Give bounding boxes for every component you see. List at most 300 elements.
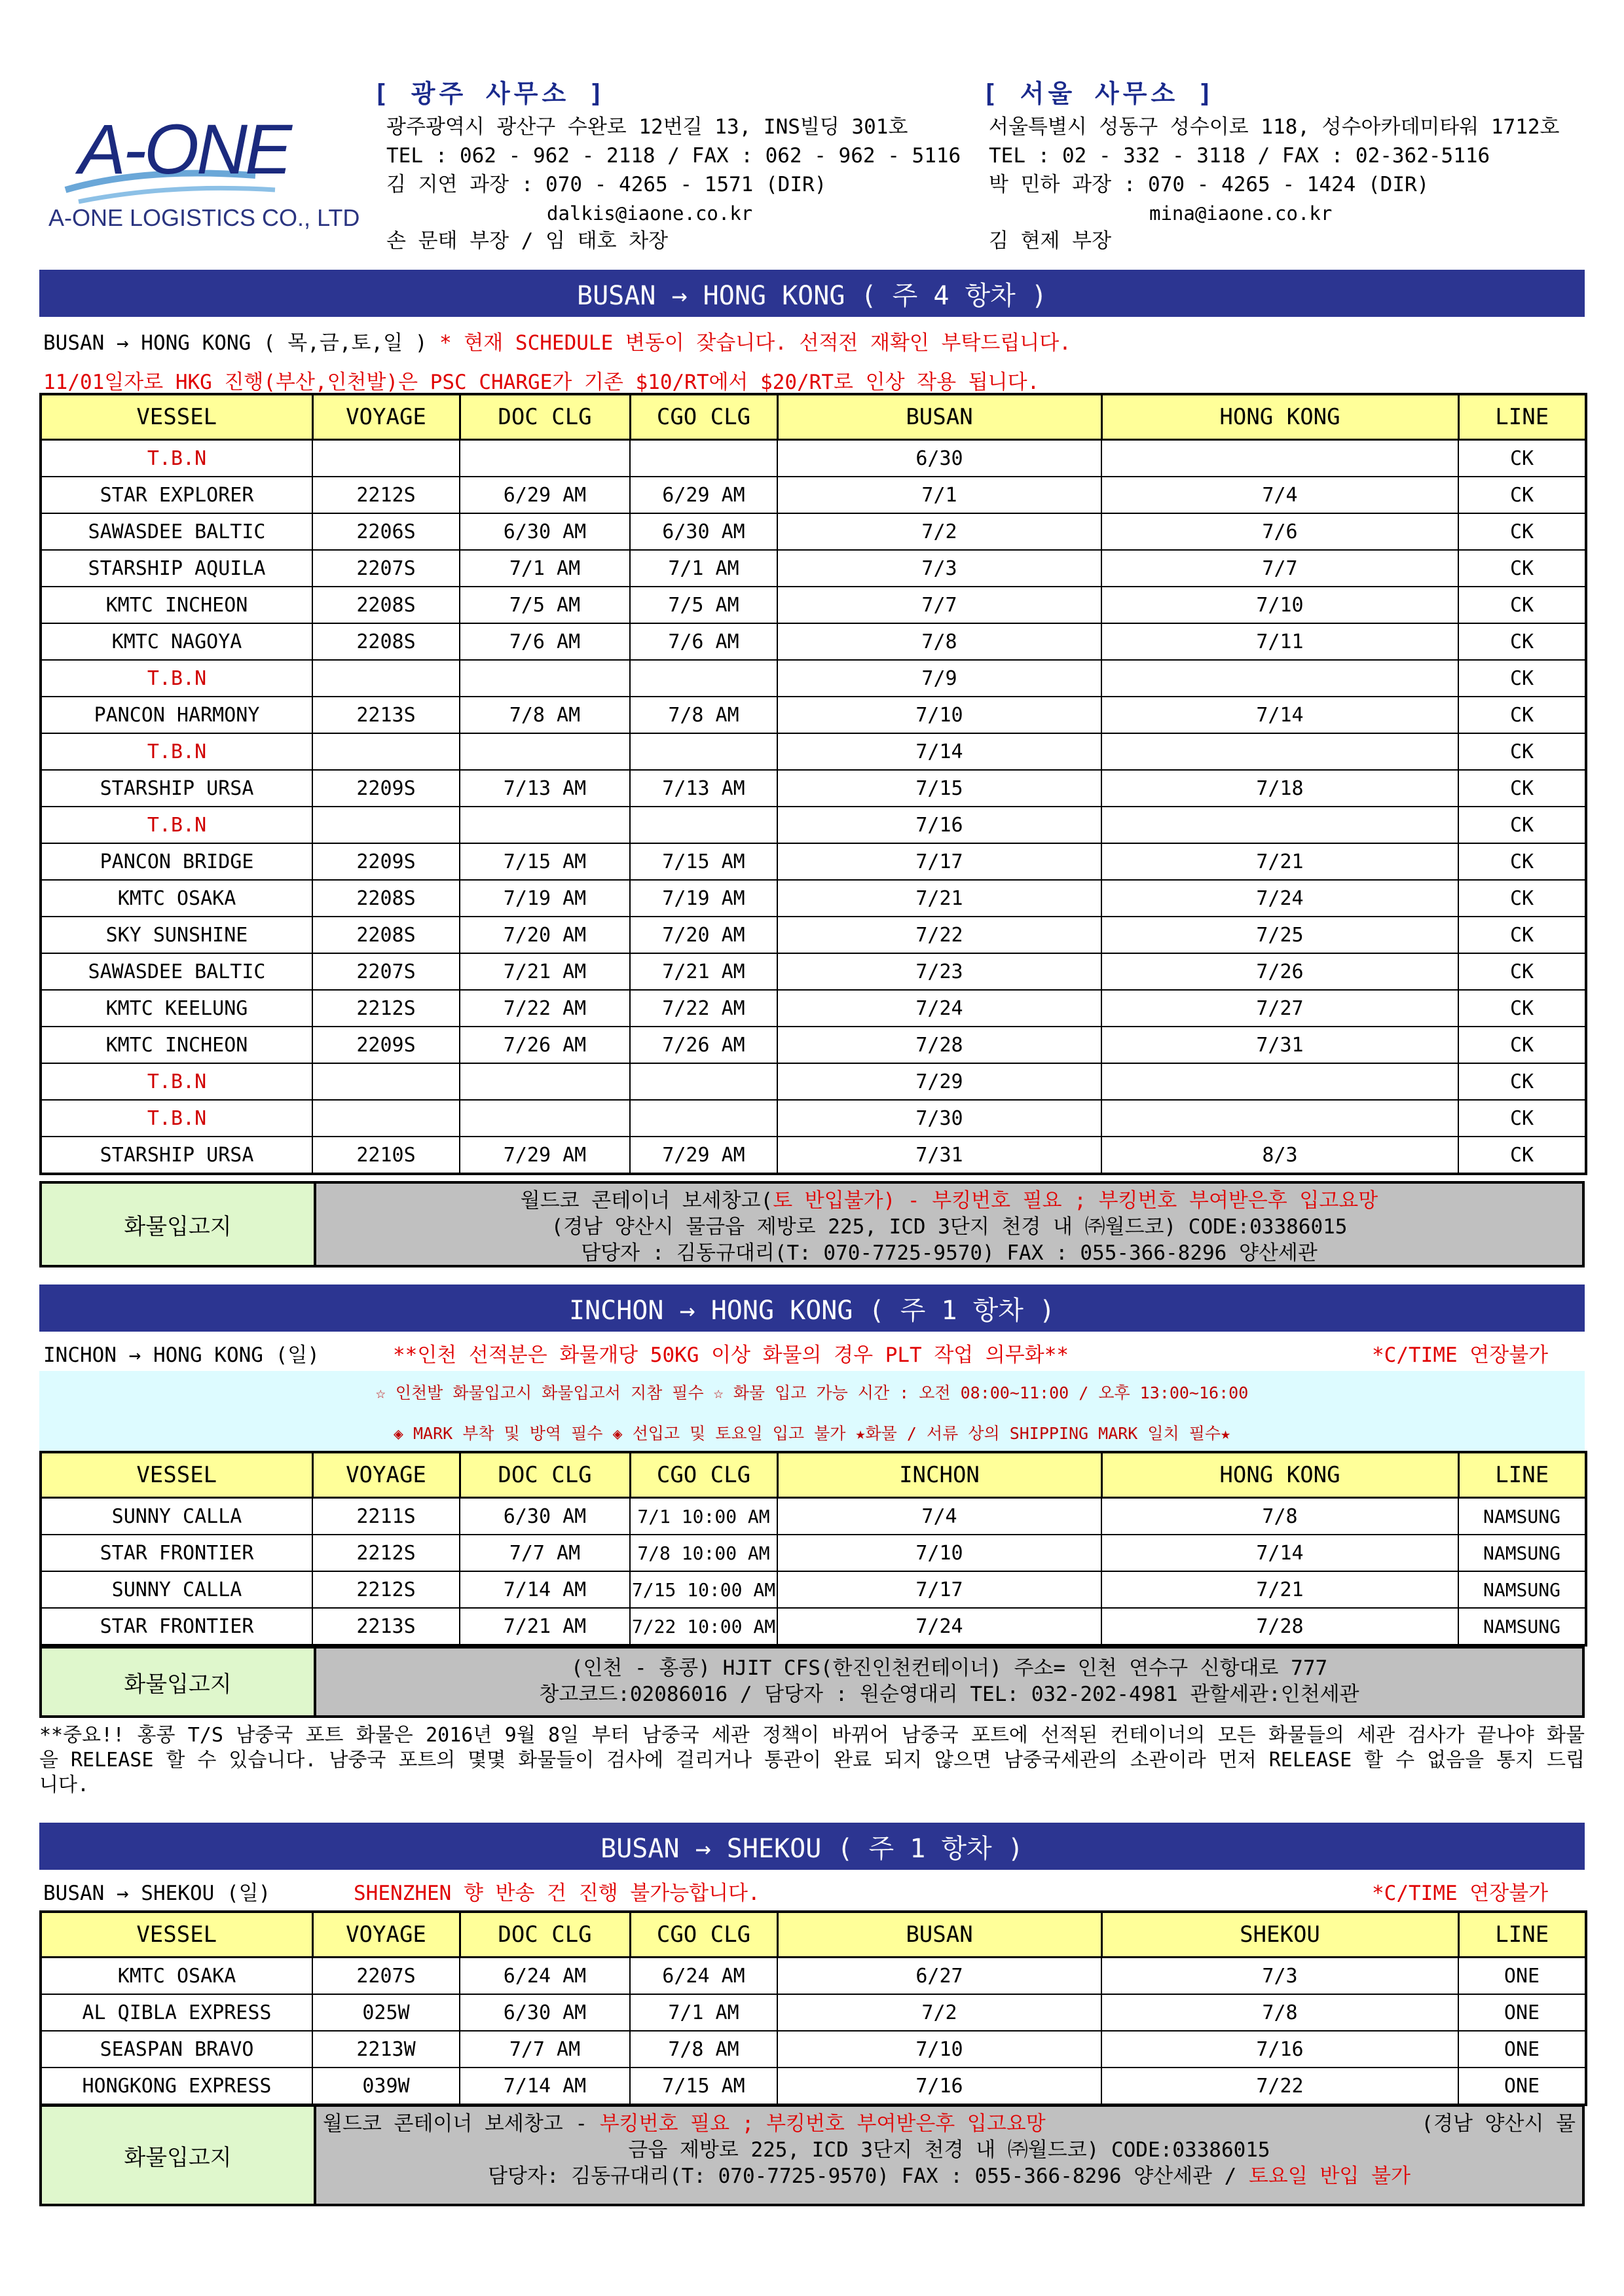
s2-ctime-note: *C/TIME 연장불가 [1372,1343,1549,1367]
table-cell: 7/31 [1101,1027,1458,1063]
seoul-tel-fax: TEL : 02 - 332 - 3118 / FAX : 02-362-5116 [989,144,1490,168]
table-cell: PANCON BRIDGE [41,843,312,880]
column-header: LINE [1458,394,1586,440]
table-row [41,1137,1586,1174]
table-cell: 7/21 AM [460,953,630,990]
table-cell [312,440,460,477]
table-cell: 2213S [312,1608,460,1645]
table-cell: KMTC INCHEON [41,1027,312,1063]
table-cell: 7/17 [777,1571,1101,1608]
table-row [41,587,1586,623]
table-cell: 7/1 AM [630,550,777,587]
table-cell: 6/30 AM [460,1498,630,1535]
s3-wh-line2: 금읍 제방로 225, ICD 3단지 천경 내 ㈜월드코) CODE:03386015 [628,2138,1270,2162]
s1-schedule-warning: * 현재 SCHEDULE 변동이 잦습니다. 선적전 재확인 부탁드립니다. [427,331,1071,355]
table-cell: 7/10 [777,697,1101,733]
table-cell: 7/1 AM [460,550,630,587]
s3-ctime-note: *C/TIME 연장불가 [1372,1882,1549,1905]
table-cell: 2212S [312,1571,460,1608]
table-cell [312,660,460,697]
s1-wh-line2: (경남 양산시 물금읍 제방로 225, ICD 3단지 천경 내 ㈜월드코) CODE:03386015 [551,1215,1348,1239]
table-cell: T.B.N [41,1100,312,1137]
column-header: LINE [1458,1912,1586,1958]
table-cell: CK [1458,513,1586,550]
table-row [41,1063,1586,1100]
table-cell: 7/15 [777,770,1101,807]
s3-wh-line1c: (경남 양산시 물 [1421,2112,1576,2136]
table-cell: 2212S [312,990,460,1027]
table-cell: CK [1458,1137,1586,1174]
table-row [41,1994,1586,2031]
column-header: DOC CLG [460,1912,630,1958]
table-cell: 7/14 AM [460,2068,630,2105]
table-cell: 6/30 [777,440,1101,477]
table-cell: 7/10 [1101,587,1458,623]
column-header: DOC CLG [460,394,630,440]
table-cell: 7/23 [777,953,1101,990]
s3-warehouse-box [39,2104,1585,2206]
table-cell: 7/28 [777,1027,1101,1063]
table-cell: SKY SUNSHINE [41,917,312,953]
section-title-busan-hongkong: BUSAN → HONG KONG ( 주 4 항차 ) [39,270,1585,317]
table-cell: T.B.N [41,1063,312,1100]
table-cell [460,1100,630,1137]
table-cell: KMTC OSAKA [41,1958,312,1995]
table-cell: 6/30 AM [630,513,777,550]
table-row [41,1535,1586,1571]
table-cell: 7/25 [1101,917,1458,953]
table-cell [312,1100,460,1137]
table-cell: 7/29 AM [460,1137,630,1174]
table-cell: SAWASDEE BALTIC [41,513,312,550]
table-cell [630,807,777,843]
table-cell: 7/4 [777,1498,1101,1535]
table-cell: 2207S [312,550,460,587]
table-cell: KMTC KEELUNG [41,990,312,1027]
table-cell: 2208S [312,587,460,623]
table-row [41,1958,1586,1995]
s2-warehouse-label: 화물입고지 [42,1649,316,1715]
table-row [41,1571,1586,1608]
s2-wh-line2: 창고코드:02086016 / 담당자 : 원순영대리 TEL: 032-202-4981 관할세관:인천세관 [539,1683,1359,1706]
table-cell: STARSHIP URSA [41,1137,312,1174]
table-cell: 7/21 AM [460,1608,630,1645]
table-row [41,990,1586,1027]
column-header: LINE [1458,1452,1586,1498]
table-cell: CK [1458,990,1586,1027]
column-header: HONG KONG [1101,394,1458,440]
svg-text:A-ONE LOGISTICS CO., LTD.: A-ONE LOGISTICS CO., LTD. [48,204,360,231]
table-row [41,623,1586,660]
table-cell: CK [1458,733,1586,770]
table-cell: 7/16 [777,2068,1101,2105]
table-cell: 7/2 [777,513,1101,550]
table-row [41,550,1586,587]
s3-route: BUSAN → SHEKOU (일) [43,1882,271,1905]
table-cell: 2212S [312,1535,460,1571]
table-cell: AL QIBLA EXPRESS [41,1994,312,2031]
table-cell: 7/8 [777,623,1101,660]
table-cell: 7/31 [777,1137,1101,1174]
table-cell: CK [1458,843,1586,880]
table-cell: 7/22 AM [460,990,630,1027]
column-header: CGO CLG [630,1452,777,1498]
s1-wh-line1b: 토 반입불가 [773,1189,883,1212]
table-cell: 7/24 [777,1608,1101,1645]
table-cell: 2213W [312,2031,460,2068]
table-cell: 6/24 AM [460,1958,630,1995]
table-cell: CK [1458,623,1586,660]
table-cell: 7/1 10:00 AM [630,1498,777,1535]
table-cell: HONGKONG EXPRESS [41,2068,312,2105]
s3-shenzhen-note: SHENZHEN 향 반송 건 진행 불가능합니다. [354,1882,760,1905]
table-cell: 7/8 [1101,1498,1458,1535]
table-cell: KMTC INCHEON [41,587,312,623]
table-cell [1101,1063,1458,1100]
table-cell: 2208S [312,880,460,917]
table-cell: 6/30 AM [460,513,630,550]
table-cell: 7/11 [1101,623,1458,660]
table-cell: STAR FRONTIER [41,1608,312,1645]
table-cell: CK [1458,550,1586,587]
s3-wh-line1b: 부킹번호 필요 ; 부킹번호 부여받은후 입고요망 [599,2112,1046,2136]
column-header: VOYAGE [312,394,460,440]
table-cell: 7/8 10:00 AM [630,1535,777,1571]
table-cell: 2210S [312,1137,460,1174]
table-cell: ONE [1458,2068,1586,2105]
table-cell: KMTC OSAKA [41,880,312,917]
table-cell: 7/22 [777,917,1101,953]
table-cell: ONE [1458,2031,1586,2068]
gwangju-staff: 손 문태 부장 / 임 태호 차장 [386,229,669,253]
table-header-row [41,394,1586,440]
column-header: SHEKOU [1101,1912,1458,1958]
table-cell: 7/15 10:00 AM [630,1571,777,1608]
s2-route: INCHON → HONG KONG (일) [43,1343,320,1367]
table-cell: 2209S [312,843,460,880]
table-cell: 7/7 AM [460,1535,630,1571]
table-cell: STARSHIP AQUILA [41,550,312,587]
table-cell: 6/29 AM [460,477,630,513]
table-cell: STARSHIP URSA [41,770,312,807]
s1-wh-line1c: ) - 부킹번호 필요 ; 부킹번호 부여받은후 입고요망 [883,1189,1378,1212]
s1-warehouse-label: 화물입고지 [42,1184,316,1265]
table-cell: 7/7 [777,587,1101,623]
table-header-row [41,1912,1586,1958]
table-cell: 7/19 AM [460,880,630,917]
table-row [41,697,1586,733]
table-cell: 7/26 [1101,953,1458,990]
table-cell: NAMSUNG [1458,1571,1586,1608]
table-cell: 7/13 AM [630,770,777,807]
table-cell: 7/1 AM [630,1994,777,2031]
table-cell [312,733,460,770]
table-cell: CK [1458,880,1586,917]
table-cell: 7/7 [1101,550,1458,587]
table-cell: 7/24 [777,990,1101,1027]
s2-warehouse-box [39,1646,1585,1718]
table-cell: PANCON HARMONY [41,697,312,733]
table-cell: T.B.N [41,807,312,843]
table-cell: CK [1458,1100,1586,1137]
table-cell: NAMSUNG [1458,1608,1586,1645]
gwangju-contact: 김 지연 과장 : 070 - 4265 - 1571 (DIR) [386,173,827,196]
s2-notice-line2: ◈ MARK 부착 및 방역 필수 ◈ 선입고 및 토요일 입고 불가 ★화물 / 서류 상의 SHIPPING MARK 일치 필수★ [393,1424,1231,1443]
table-cell: 7/26 AM [460,1027,630,1063]
table-cell: SUNNY CALLA [41,1498,312,1535]
table-cell: 6/24 AM [630,1958,777,1995]
schedule-table-busan-shekou [39,1910,1587,2106]
table-cell [1101,1100,1458,1137]
s1-route: BUSAN → HONG KONG ( 목,금,토,일 ) [43,331,428,355]
table-cell: T.B.N [41,733,312,770]
table-cell: SUNNY CALLA [41,1571,312,1608]
table-cell: 2208S [312,917,460,953]
table-cell: 8/3 [1101,1137,1458,1174]
schedule-table-inchon-hongkong [39,1451,1587,1647]
table-cell: 7/6 [1101,513,1458,550]
table-cell: 7/7 AM [460,2031,630,2068]
seoul-contact: 박 민하 과장 : 070 - 4265 - 1424 (DIR) [989,173,1430,196]
table-cell: 2207S [312,1958,460,1995]
table-row [41,2031,1586,2068]
table-row [41,440,1586,477]
table-cell: 7/22 [1101,2068,1458,2105]
table-cell: 2207S [312,953,460,990]
table-cell: 7/21 [1101,843,1458,880]
table-cell: KMTC NAGOYA [41,623,312,660]
table-cell: 2211S [312,1498,460,1535]
column-header: BUSAN [777,394,1101,440]
gwangju-tel-fax: TEL : 062 - 962 - 2118 / FAX : 062 - 962 - 5116 [386,144,961,168]
section-title-inchon-hongkong: INCHON → HONG KONG ( 주 1 항차 ) [39,1285,1585,1332]
table-header-row [41,1452,1586,1498]
table-cell: 7/30 [777,1100,1101,1137]
table-cell: 7/15 AM [630,843,777,880]
table-cell: 7/8 AM [630,697,777,733]
table-cell [460,1063,630,1100]
table-cell: 6/30 AM [460,1994,630,2031]
s1-route-note [43,326,1071,355]
table-cell [1101,807,1458,843]
table-cell: 7/5 AM [460,587,630,623]
s1-wh-line3: 담당자 : 김동규대리(T: 070-7725-9570) FAX : 055-366-8296 양산세관 [581,1241,1318,1265]
table-cell: 7/14 [777,733,1101,770]
table-row [41,1608,1586,1645]
s2-important-notice: **중요!! 홍콩 T/S 남중국 포트 화물은 2016년 9월 8일 부터 남중국 세관 정책이 바뀌어 남중국 포트에 선적된 컨테이너의 모든 화물들의 세관 검사가 끝나야 화물을 RELEASE 할 수 있습니다. 남중국 포트의 몇몇 화물들이 검사에 걸리거나 통관이 완료 되지 않으면 남중국세관의 소관이라 먼저 RELEASE 할 수 없음을 통지 드립니다. [39,1724,1585,1796]
column-header: VOYAGE [312,1912,460,1958]
table-cell [1101,733,1458,770]
seoul-staff: 김 현제 부장 [989,229,1112,253]
table-cell: 7/24 [1101,880,1458,917]
table-cell: CK [1458,1027,1586,1063]
table-row [41,1498,1586,1535]
table-cell: 7/8 AM [460,697,630,733]
s1-warehouse-info [316,1184,1582,1265]
table-cell: 2206S [312,513,460,550]
table-cell: CK [1458,587,1586,623]
column-header: CGO CLG [630,1912,777,1958]
table-cell: 7/8 [1101,1994,1458,2031]
schedule-table-busan-hongkong [39,393,1587,1175]
table-cell: 7/16 [1101,2031,1458,2068]
table-row [41,807,1586,843]
table-cell [312,1063,460,1100]
table-cell [630,440,777,477]
table-cell: NAMSUNG [1458,1535,1586,1571]
s2-notice-line1: ☆ 인천발 화물입고시 화물입고서 지참 필수 ☆ 화물 입고 가능 시간 : 오전 08:00~11:00 / 오후 13:00~16:00 [375,1383,1249,1402]
table-cell: CK [1458,477,1586,513]
s3-wh-line1a: 월드코 콘테이너 보세창고 - [323,2112,600,2136]
table-cell: T.B.N [41,440,312,477]
gwangju-office-title: [ 광주 사무소 ] [373,79,608,108]
table-cell: 039W [312,2068,460,2105]
table-cell: 2209S [312,770,460,807]
table-cell: 2213S [312,697,460,733]
table-cell: 7/15 AM [630,2068,777,2105]
gwangju-address: 광주광역시 광산구 수완로 12번길 13, INS빌딩 301호 [386,115,908,139]
column-header: VESSEL [41,1452,312,1498]
table-cell: 7/10 [777,2031,1101,2068]
table-cell: 7/13 AM [460,770,630,807]
column-header: VESSEL [41,394,312,440]
gwangju-email[interactable]: dalkis@iaone.co.kr [547,202,753,225]
table-cell: 7/22 10:00 AM [630,1608,777,1645]
table-row [41,1100,1586,1137]
table-cell [1101,660,1458,697]
s3-wh-line3a: 담당자: 김동규대리(T: 070-7725-9570) FAX : 055-366-8296 양산세관 / [488,2164,1249,2188]
table-cell: 7/14 AM [460,1571,630,1608]
table-cell [630,1100,777,1137]
table-cell [630,660,777,697]
table-cell: CK [1458,440,1586,477]
table-cell: 7/6 AM [460,623,630,660]
table-cell: 7/8 AM [630,2031,777,2068]
table-cell: 6/27 [777,1958,1101,1995]
table-cell [312,807,460,843]
s3-warehouse-label: 화물입고지 [42,2107,316,2204]
table-cell: 7/29 AM [630,1137,777,1174]
table-row [41,513,1586,550]
column-header: HONG KONG [1101,1452,1458,1498]
table-cell: STAR FRONTIER [41,1535,312,1571]
column-header: CGO CLG [630,394,777,440]
table-cell [1101,440,1458,477]
table-cell: 7/4 [1101,477,1458,513]
table-cell: 7/21 AM [630,953,777,990]
table-cell: 7/1 [777,477,1101,513]
table-cell: ONE [1458,1994,1586,2031]
table-row [41,880,1586,917]
column-header: BUSAN [777,1912,1101,1958]
table-cell: 7/15 AM [460,843,630,880]
s3-wh-line3b: 토요일 반입 불가 [1248,2164,1411,2188]
table-row [41,477,1586,513]
table-cell [630,1063,777,1100]
seoul-email[interactable]: mina@iaone.co.kr [1149,202,1333,225]
s3-warehouse-info [316,2107,1582,2204]
table-cell: CK [1458,1063,1586,1100]
table-cell: 7/9 [777,660,1101,697]
s1-warehouse-box [39,1181,1585,1267]
table-row [41,660,1586,697]
s2-warehouse-info [316,1649,1582,1715]
table-cell: 7/21 [777,880,1101,917]
seoul-address: 서울특별시 성동구 성수이로 118, 성수아카데미타워 1712호 [989,115,1560,139]
table-cell: 7/14 [1101,697,1458,733]
table-cell: 7/2 [777,1994,1101,2031]
table-cell [630,733,777,770]
table-cell: T.B.N [41,660,312,697]
table-cell [460,733,630,770]
s1-psc-charge-note: 11/01일자로 HKG 진행(부산,인천발)은 PSC CHARGE가 기존 $10/RT에서 $20/RT로 인상 작용 됩니다. [43,371,1040,394]
table-cell: 2212S [312,477,460,513]
table-row [41,843,1586,880]
table-cell: 7/28 [1101,1608,1458,1645]
table-cell [460,440,630,477]
table-cell: STAR EXPLORER [41,477,312,513]
table-row [41,770,1586,807]
table-cell: 7/3 [1101,1958,1458,1995]
table-cell: CK [1458,807,1586,843]
table-cell: SEASPAN BRAVO [41,2031,312,2068]
table-cell: 7/21 [1101,1571,1458,1608]
s1-wh-line1a: 월드코 콘테이너 보세창고( [520,1189,773,1212]
table-cell: 7/26 AM [630,1027,777,1063]
table-cell: 7/19 AM [630,880,777,917]
table-cell: CK [1458,770,1586,807]
table-cell: 025W [312,1994,460,2031]
table-cell: CK [1458,660,1586,697]
table-cell: CK [1458,697,1586,733]
table-cell [460,807,630,843]
table-cell: NAMSUNG [1458,1498,1586,1535]
svg-text:A-ONE: A-ONE [79,109,290,189]
table-cell: 7/20 AM [630,917,777,953]
company-logo [39,92,360,236]
table-cell: 2208S [312,623,460,660]
table-cell: SAWASDEE BALTIC [41,953,312,990]
table-cell: 7/22 AM [630,990,777,1027]
table-cell: 7/3 [777,550,1101,587]
table-cell: 7/16 [777,807,1101,843]
table-cell: 7/14 [1101,1535,1458,1571]
column-header: DOC CLG [460,1452,630,1498]
table-cell: CK [1458,953,1586,990]
table-row [41,733,1586,770]
table-cell: CK [1458,917,1586,953]
s2-notice-box [39,1371,1585,1451]
column-header: VESSEL [41,1912,312,1958]
table-cell: 7/20 AM [460,917,630,953]
table-cell: 7/18 [1101,770,1458,807]
column-header: INCHON [777,1452,1101,1498]
table-cell: 7/29 [777,1063,1101,1100]
table-cell: 2209S [312,1027,460,1063]
table-row [41,2068,1586,2105]
table-cell: 7/10 [777,1535,1101,1571]
table-row [41,1027,1586,1063]
table-cell: 7/5 AM [630,587,777,623]
section-title-busan-shekou: BUSAN → SHEKOU ( 주 1 항차 ) [39,1823,1585,1870]
table-row [41,917,1586,953]
table-cell: ONE [1458,1958,1586,1995]
table-cell [460,660,630,697]
table-cell: 6/29 AM [630,477,777,513]
s2-plt-note: **인천 선적분은 화물개당 50KG 이상 화물의 경우 PLT 작업 의무화** [393,1343,1069,1367]
table-cell: 7/6 AM [630,623,777,660]
table-cell: 7/17 [777,843,1101,880]
